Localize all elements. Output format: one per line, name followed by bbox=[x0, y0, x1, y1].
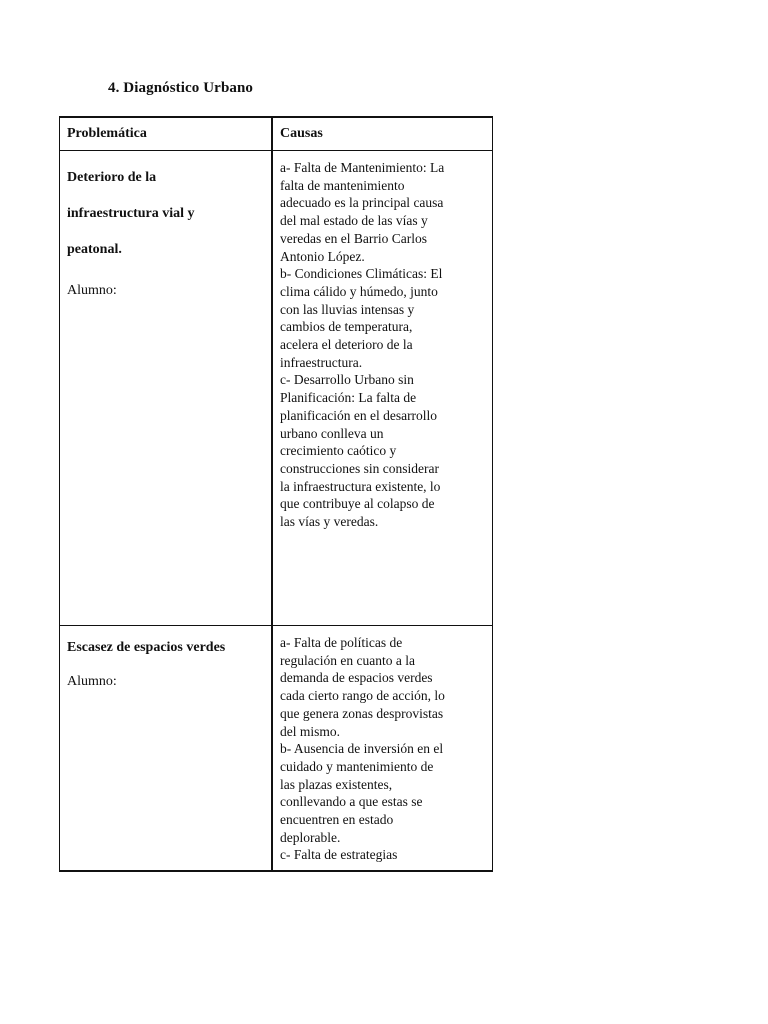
problem-cell bbox=[60, 626, 273, 870]
header-problem: Problemática bbox=[60, 118, 273, 150]
problem-title: Deterioro de la infraestructura vial y peatonal. bbox=[67, 170, 195, 257]
cause-item: b- Ausencia de inversión en el cuidado y mantenimiento de las plazas existentes, conllevando a que estas se encuentren en estado deplorable. bbox=[280, 741, 444, 845]
cause-item: a- Falta de políticas de regulación en cuanto a la demanda de espacios verdes cada cierto rango de acción, lo que genera zonas desprovistas del mismo. bbox=[280, 635, 445, 739]
table-header-row bbox=[60, 118, 492, 150]
cause-item: c- Desarrollo Urbano sin Planificación: La falta de planificación en el desarrollo urbano conlleva un crecimiento caótico y construcciones sin considerar la infraestructura existente, lo que contribuye al colapso de las vías y veredas. bbox=[280, 372, 441, 530]
student-label: Alumno: bbox=[67, 674, 117, 689]
section-heading: 4. Diagnóstico Urbano bbox=[108, 80, 254, 96]
problem-cell bbox=[60, 151, 273, 625]
causes-cell bbox=[273, 626, 492, 870]
causes-cell bbox=[273, 151, 492, 625]
problem-title: Escasez de espacios verdes bbox=[67, 640, 226, 655]
table-row bbox=[60, 625, 492, 870]
student-label: Alumno: bbox=[67, 283, 117, 298]
table-row bbox=[60, 150, 492, 625]
diagnosis-table bbox=[59, 116, 493, 872]
header-causes: Causas bbox=[280, 126, 323, 141]
cause-item: b- Condiciones Climáticas: El clima cálido y húmedo, junto con las lluvias intensas y cambios de temperatura, acelera el deterioro de la infraestructura. bbox=[280, 266, 443, 370]
cause-item: c- Falta de estrategias bbox=[280, 847, 398, 863]
cause-item: a- Falta de Mantenimiento: La falta de mantenimiento adecuado es la principal causa del mal estado de las vías y veredas en el Barrio Carlos Antonio López. bbox=[280, 160, 445, 264]
